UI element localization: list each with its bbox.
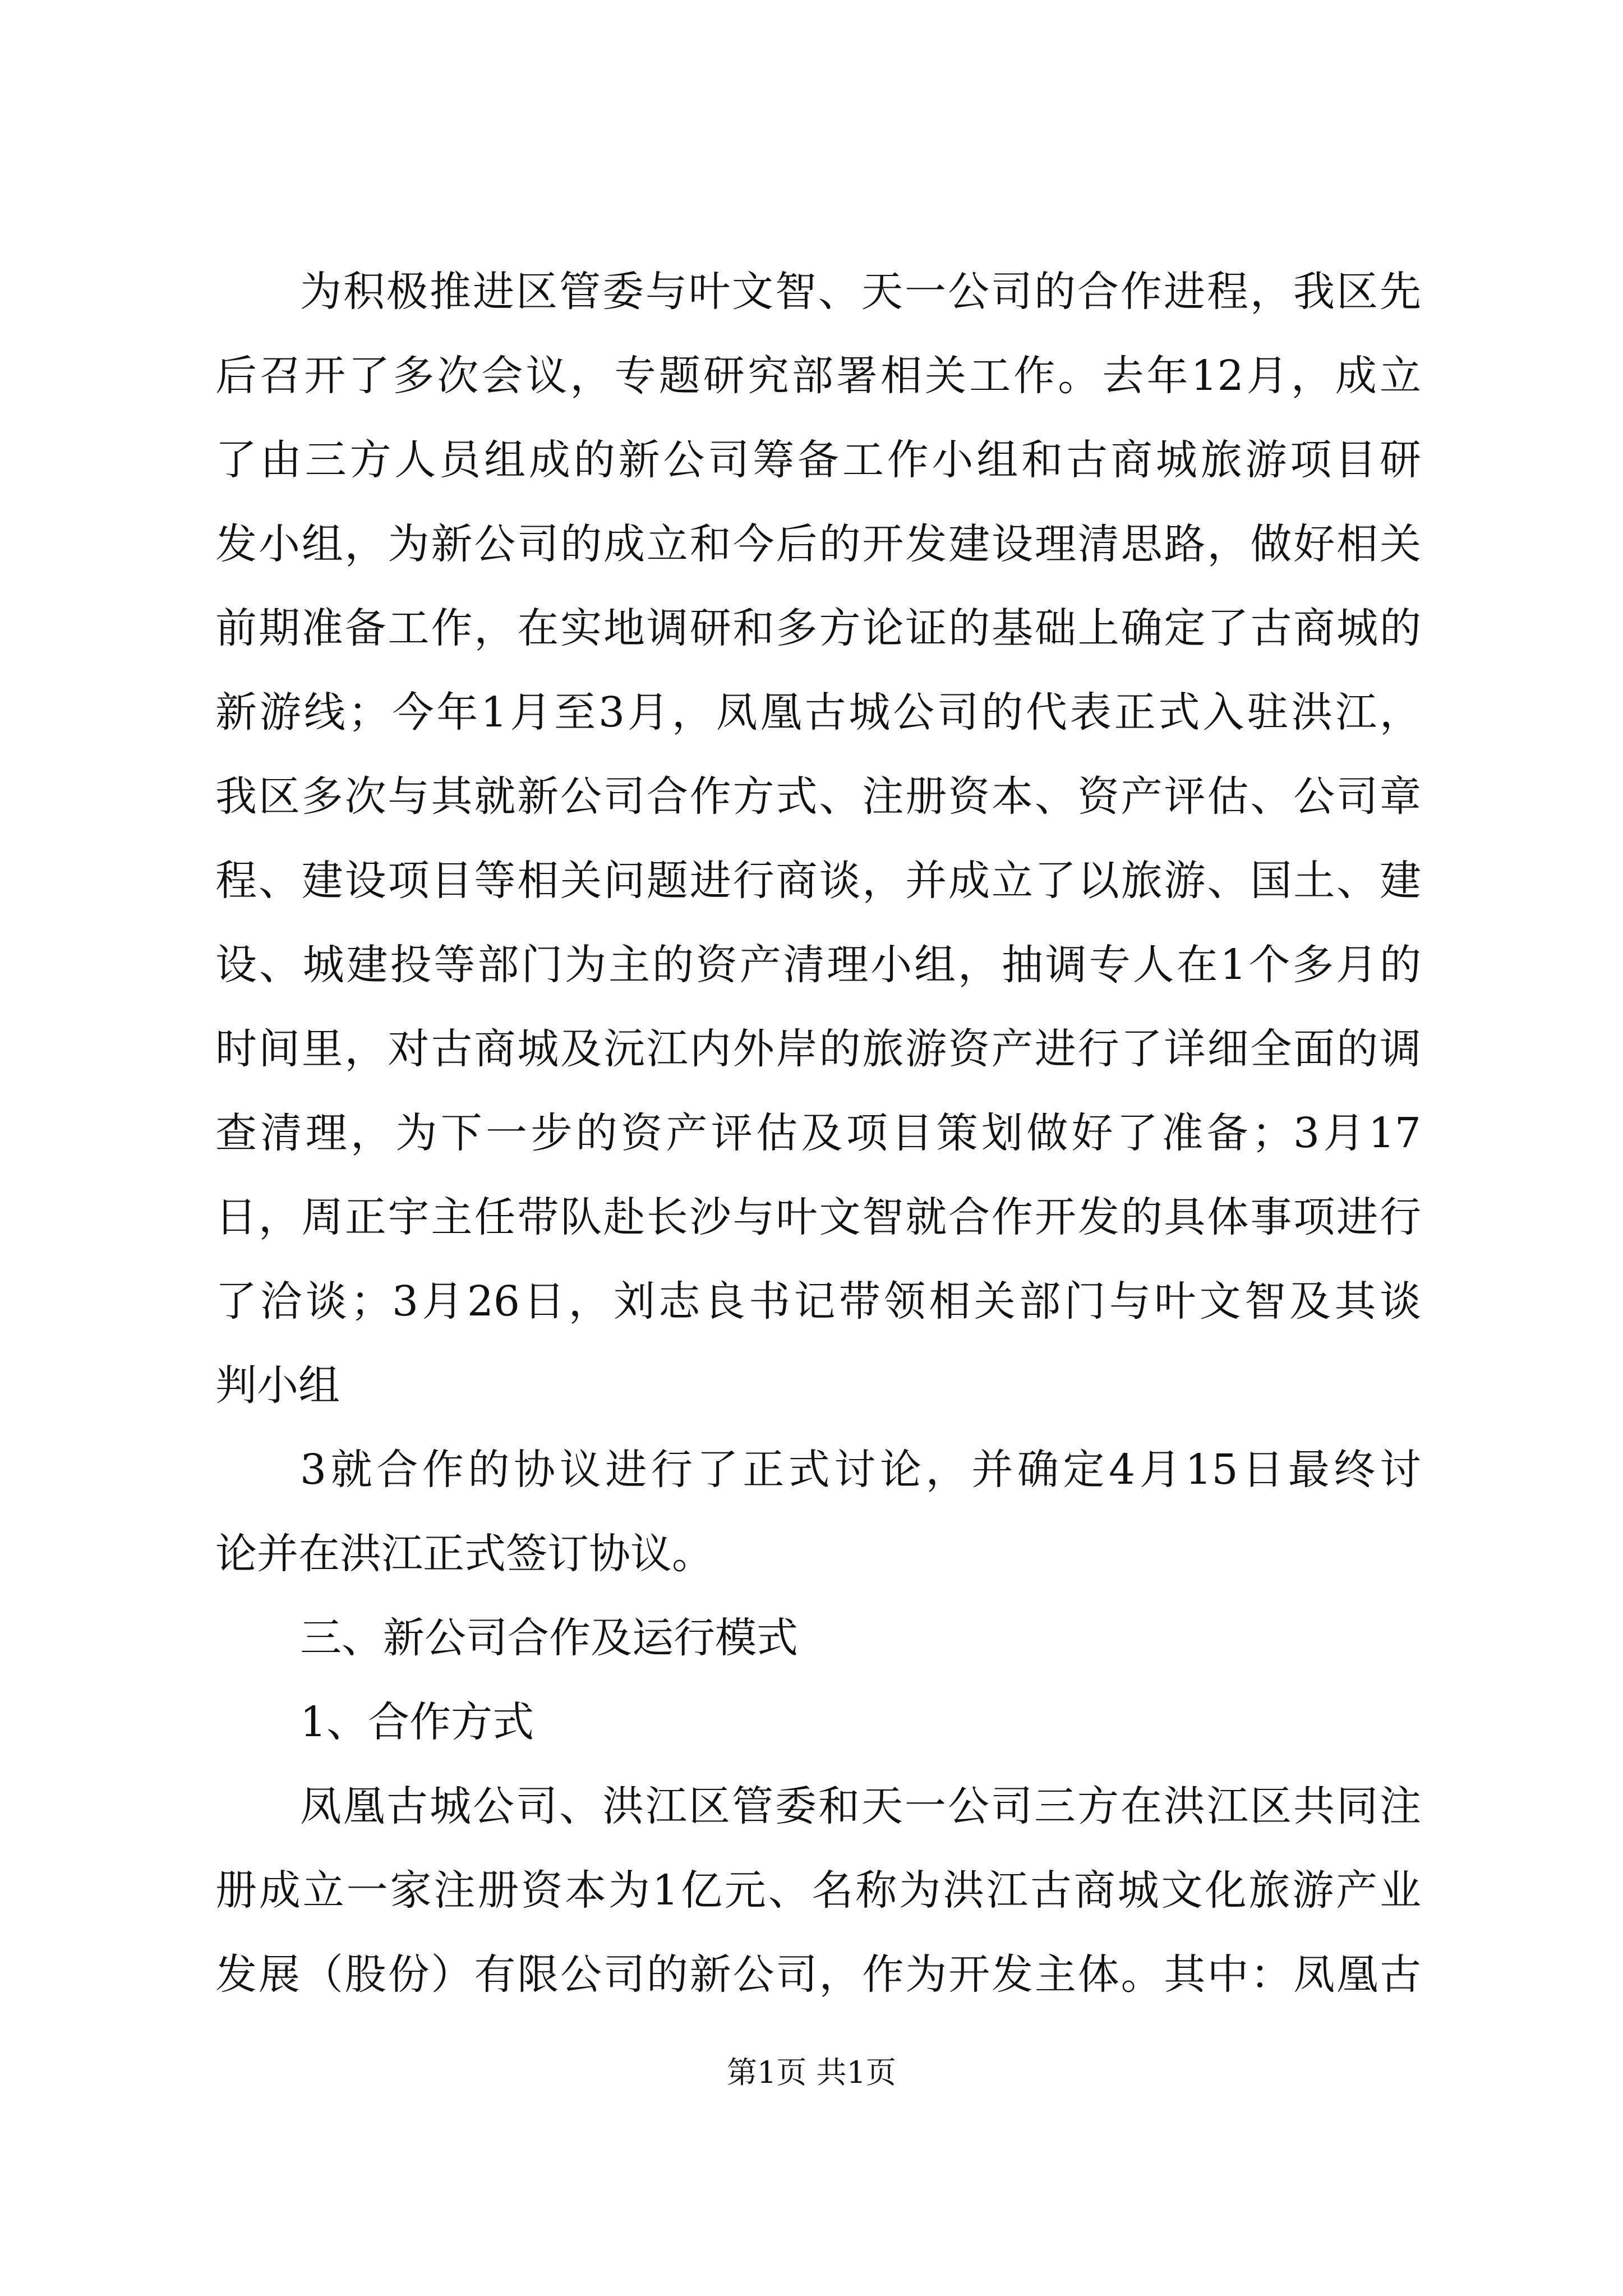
- paragraph-line-13: 了洽谈；3月26日，刘志良书记带领相关部门与叶文智及其谈: [215, 1277, 1421, 1326]
- paragraph-line-16: 论并在洪江正式签订协议。: [215, 1530, 713, 1578]
- paragraph-line-14: 判小组: [215, 1361, 340, 1410]
- paragraph-line-1: 为积极推进区管委与叶文智、天一公司的合作进程，我区先: [300, 268, 1421, 316]
- paragraph-line-21: 发展（股份）有限公司的新公司，作为开发主体。其中：凤凰古: [215, 1950, 1421, 1999]
- paragraph-line-19: 凤凰古城公司、洪江区管委和天一公司三方在洪江区共同注: [300, 1782, 1421, 1830]
- section-heading: 三、新公司合作及运行模式: [300, 1614, 798, 1662]
- paragraph-line-6: 新游线；今年1月至3月，凤凰古城公司的代表正式入驻洪江，: [215, 688, 1421, 737]
- paragraph-line-4: 发小组，为新公司的成立和今后的开发建设理清思路，做好相关: [215, 520, 1421, 568]
- paragraph-line-11: 查清理，为下一步的资产评估及项目策划做好了准备；3月17: [215, 1109, 1421, 1157]
- paragraph-line-20: 册成立一家注册资本为1亿元、名称为洪江古商城文化旅游产业: [215, 1866, 1421, 1915]
- paragraph-line-15: 3就合作的协议进行了正式讨论，并确定4月15日最终讨: [300, 1446, 1421, 1494]
- subsection-heading: 1、合作方式: [300, 1698, 534, 1746]
- paragraph-line-9: 设、城建投等部门为主的资产清理小组，抽调专人在1个多月的: [215, 941, 1421, 989]
- paragraph-line-8: 程、建设项目等相关问题进行商谈，并成立了以旅游、国土、建: [215, 857, 1421, 905]
- paragraph-line-3: 了由三方人员组成的新公司筹备工作小组和古商城旅游项目研: [215, 436, 1421, 484]
- paragraph-line-2: 后召开了多次会议，专题研究部署相关工作。去年12月，成立: [215, 352, 1421, 400]
- paragraph-line-7: 我区多次与其就新公司合作方式、注册资本、资产评估、公司章: [215, 772, 1421, 821]
- paragraph-line-12: 日，周正宇主任带队赴长沙与叶文智就合作开发的具体事项进行: [215, 1193, 1421, 1241]
- paragraph-line-5: 前期准备工作，在实地调研和多方论证的基础上确定了古商城的: [215, 604, 1421, 652]
- paragraph-line-10: 时间里，对古商城及沅江内外岸的旅游资产进行了详细全面的调: [215, 1025, 1421, 1073]
- page-footer: 第1页 共1页: [727, 2055, 896, 2090]
